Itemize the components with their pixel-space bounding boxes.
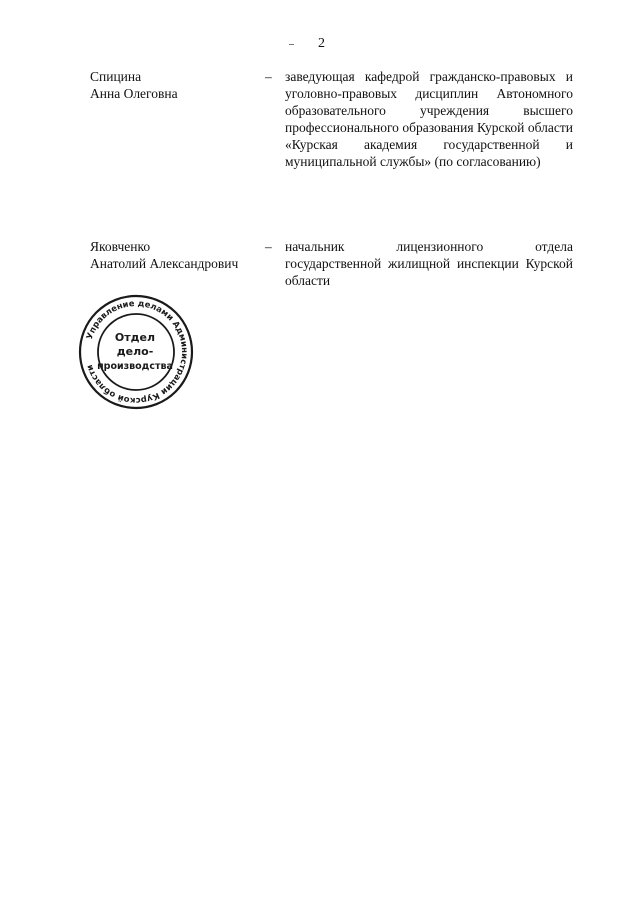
stamp-line-1: Отдел <box>114 331 156 344</box>
member-position: начальник лицензионного отдела государственной жилищной инспекции Курской области <box>285 239 573 288</box>
stamp-graphic <box>78 294 194 410</box>
member-surname: Яковченко <box>90 239 151 254</box>
member-name <box>90 68 260 102</box>
stamp-line-2: дело- <box>116 345 154 358</box>
stamp-line-3: производства <box>97 361 173 372</box>
scan-mark <box>289 44 294 45</box>
page-number: 2 <box>318 36 325 51</box>
member-given-names: Анатолий Александрович <box>90 256 239 271</box>
official-stamp <box>78 294 194 410</box>
stamp-ring-text: Управление делами Администрации Курской области <box>83 297 191 407</box>
dash-separator: – <box>265 239 272 254</box>
member-surname: Спицина <box>90 69 142 84</box>
member-name <box>90 238 260 272</box>
member-given-names: Анна Олеговна <box>90 86 178 101</box>
dash-separator: – <box>265 69 272 84</box>
member-position: заведующая кафедрой гражданско-правовых и уголовно-правовых дисциплин Автономного образовательного учреждения высшего профессионального образования Курской области «Курская академия государственной и муниципальной службы» (по согласованию) <box>285 69 573 169</box>
